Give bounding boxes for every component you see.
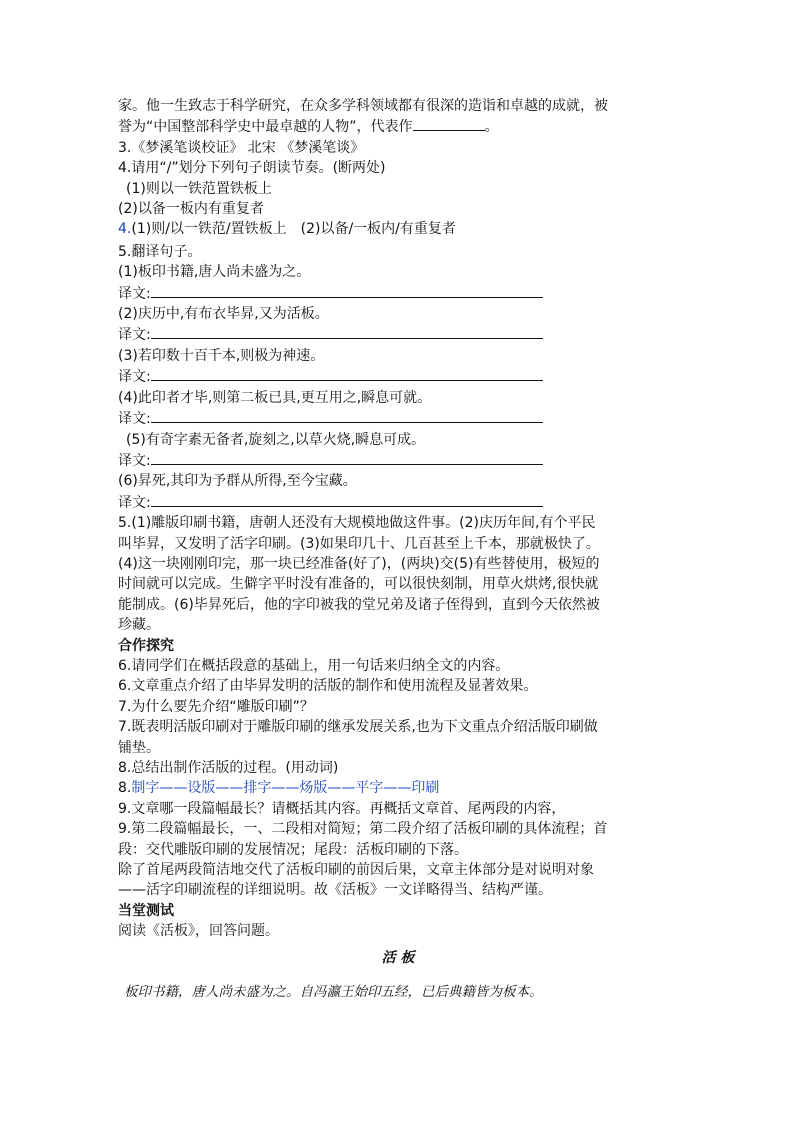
translation-label: 译文:: [118, 327, 151, 344]
translation-label: 译文:: [118, 411, 151, 428]
translation-input-1[interactable]: [151, 283, 543, 298]
intro-line-2-end: 。: [484, 119, 499, 136]
answer-5-line-5: 能制成。(6)毕昇死后，他的字印被我的堂兄弟及诸子侄得到，直到今天依然被: [118, 596, 600, 613]
translation-label: 译文:: [118, 494, 151, 511]
test-prompt: 阅读《活板》，回答问题。: [118, 923, 279, 940]
translation-row-6: [118, 492, 678, 513]
translation-input-2[interactable]: [151, 324, 543, 339]
answer-5-line-2: 叫毕昇，又发明了活字印刷。(3)如果印几十、几百甚至上千本，那就极快了。: [118, 535, 600, 552]
answer-6: 6.文章重点介绍了由毕昇发明的活版的制作和使用流程及显著效果。: [118, 678, 538, 695]
intro-line-2: [118, 116, 678, 137]
passage-title: 活 板: [381, 949, 415, 966]
answer-9-line-1: 9.第二段篇幅最长，一、二段相对简短；第二段介绍了活板印刷的具体流程；首: [118, 821, 608, 838]
answer-4-number: 4.: [118, 221, 132, 238]
answer-5-line-1: 5.(1)雕版印刷书籍，唐朝人还没有大规模地做这件事。(2)庆历年间,有个平民: [118, 515, 596, 532]
document-page: [118, 96, 678, 1015]
section-heading-test: 当堂测试: [118, 902, 174, 919]
intro-line-2-text: 誉为“中国整部科学史中最卓越的人物”，代表作: [118, 119, 413, 136]
translation-row-1: [118, 283, 678, 304]
translation-input-3[interactable]: [151, 366, 543, 381]
answer-4: [118, 219, 678, 239]
question-8: 8.总结出制作活版的过程。(用动词): [118, 760, 339, 776]
question-5-prompt: 5.翻译句子。: [118, 243, 202, 260]
sentence-3: (3)若印数十百千本,则极为神速。: [118, 347, 325, 364]
question-4-prompt: 4.请用“/”划分下列句子朗读节奏。(断两处): [118, 160, 386, 177]
translation-input-4[interactable]: [151, 408, 543, 423]
answer-8: [118, 778, 678, 798]
question-6: 6.请同学们在概括段意的基础上，用一句话来归纳全文的内容。: [118, 657, 510, 674]
sentence-4: (4)此印者才毕,则第二板已具,更互用之,瞬息可就。: [118, 389, 432, 406]
translation-label: 译文:: [118, 369, 151, 386]
passage-line-1: 板印书籍，唐人尚未盛为之。自冯瀛王始印五经，已后典籍皆为板本。: [124, 983, 543, 1000]
section-heading-cooperation: 合作探究: [118, 637, 174, 654]
question-4-item-1: (1)则以一铁范置铁板上: [126, 180, 272, 197]
answer-5-line-6: 珍藏。: [118, 617, 160, 634]
question-7: 7.为什么要先介绍“雕版印刷”？: [118, 698, 314, 715]
translation-input-5[interactable]: [151, 450, 543, 465]
translation-row-2: [118, 324, 678, 345]
translation-row-3: [118, 366, 678, 387]
answer-3: 3.《梦溪笔谈校证》 北宋 《梦溪笔谈》: [118, 139, 365, 156]
answer-8-number: 8.: [118, 780, 132, 797]
answer-7-line-2: 铺垫。: [118, 739, 160, 756]
translation-row-4: [118, 408, 678, 429]
translation-label: 译文:: [118, 452, 151, 469]
sentence-6: (6)昇死,其印为予群从所得,至今宝藏。: [118, 473, 357, 490]
translation-input-6[interactable]: [151, 492, 543, 507]
intro-line-1: 家。他一生致志于科学研究，在众多学科领域都有很深的造诣和卓越的成就，被: [118, 98, 608, 114]
sentence-2: (2)庆历中,有布衣毕昇,又为活板。: [118, 306, 329, 323]
sentence-5: (5)有奇字素无备者,旋刻之,以草火烧,瞬息可成。: [126, 431, 426, 448]
translation-label: 译文:: [118, 285, 151, 302]
question-4-item-2: (2)以备一板内有重复者: [118, 201, 264, 218]
answer-9-line-2: 段：交代雕版印刷的发展情况；尾段：活板印刷的下落。: [118, 841, 468, 858]
answer-5-line-3: (4)这一块刚刚印完，那一块已经准备(好了)，(两块)交(5)有些替使用，极短的: [118, 555, 600, 572]
answer-blank[interactable]: [413, 116, 485, 131]
translation-row-5: [118, 450, 678, 471]
answer-9-line-4: ——活字印刷流程的详细说明。故《活板》一文详略得当、结构严谨。: [118, 882, 552, 899]
sentence-1: (1)板印书籍,唐人尚未盛为之。: [118, 264, 311, 281]
question-9: 9.文章哪一段篇幅最长？请概括其内容。再概括文章首、尾两段的内容，: [118, 800, 566, 817]
answer-9-line-3: 除了首尾两段简洁地交代了活板印刷的前因后果，文章主体部分是对说明对象: [118, 862, 594, 879]
answer-8-text: 制字——设版——排字——炀版——平字——印刷: [131, 780, 440, 797]
answer-5-line-4: 时间就可以完成。生僻字平时没有准备的，可以很快刻制，用草火烘烤,很快就: [118, 576, 599, 593]
answer-4-text: (1)则/以一铁范/置铁板上 (2)以备/一板内/有重复者: [131, 221, 456, 238]
answer-7-line-1: 7.既表明活版印刷对于雕版印刷的继承发展关系,也为下文重点介绍活版印刷做: [118, 719, 598, 736]
